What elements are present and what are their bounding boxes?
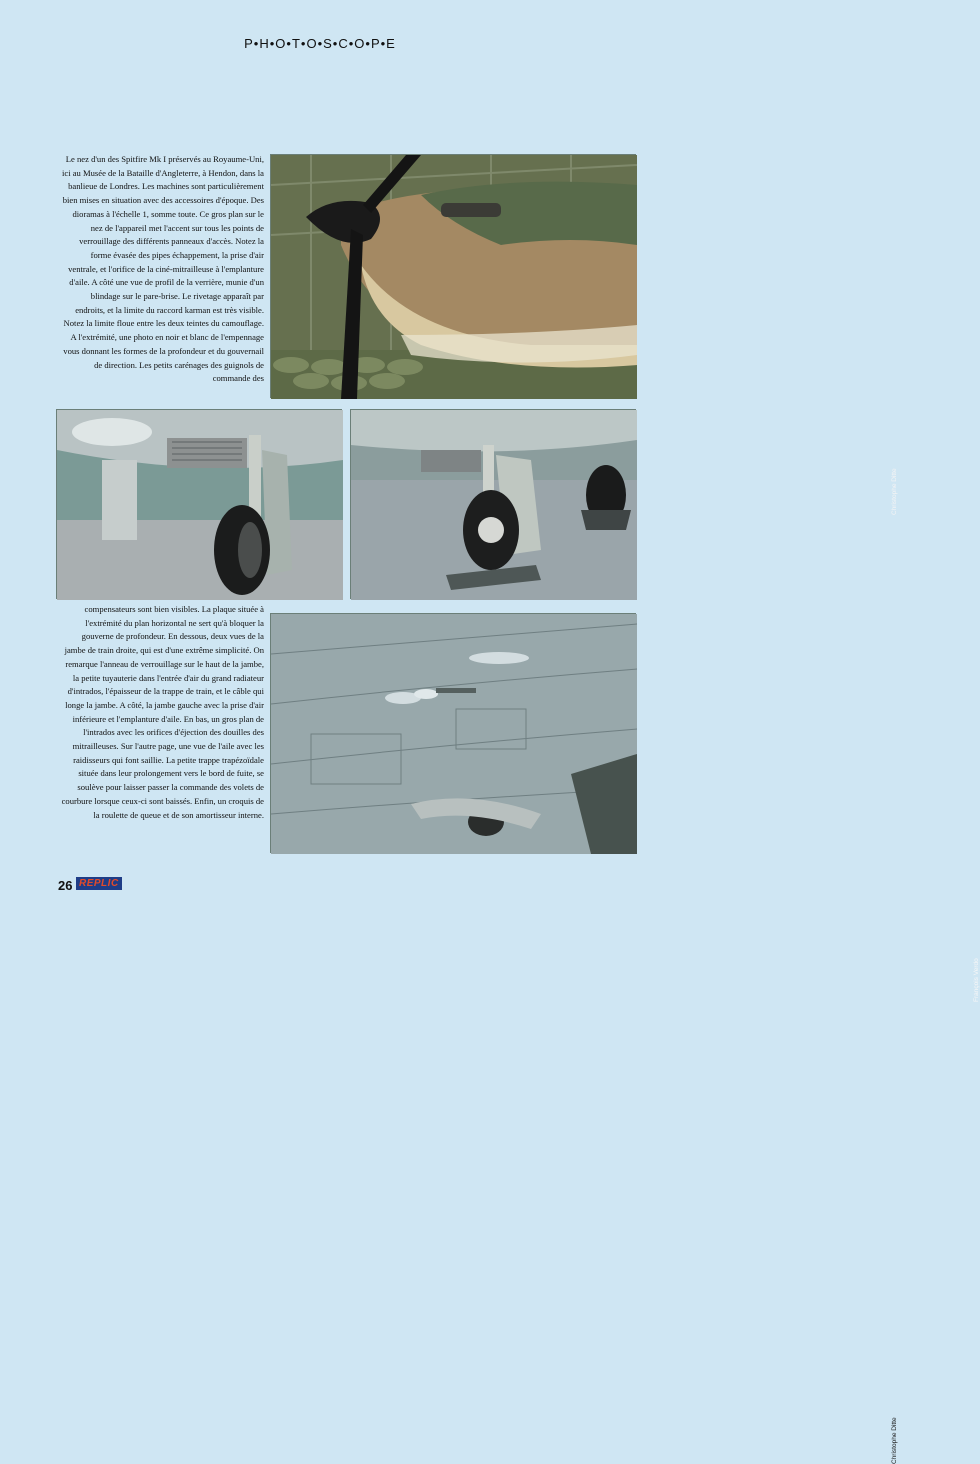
photo-spitfire-nose <box>270 154 898 515</box>
article-text-bottom: compensateurs sont bien visibles. La plaque située à l'extrémité du plan horizontal ne sert qu'à bloquer la gouverne de profondeur. En dessous, deux vues de la jambe de train droite, qui est d'une extrême simplicité. On remarque l'anneau de verrouillage sur le haut de la jambe, la petite tuyauterie dans l'entrée d'air du grand radiateur d'intrados, l'épaisseur de la trappe de train, et le câble qui longe la jambe. A côté, la jambe gauche avec la prise d'air inférieure et l'emplanture d'aile. En bas, un gros plan de l'intrados avec les orifices d'éjection des douilles des mitrailleuses. Sur l'autre page, une vue de l'aile avec les raidisseurs qui font saillie. La petite trappe trapézoïdale située dans leur prolongement vers le bord de fuite, se soulève pour laisser passer la commande des volets de courbure lorsque ceux-ci sont baissés. Enfin, un croquis de la roulette de queue et de son amortisseur interne. <box>61 604 264 820</box>
article-text-top: Le nez d'un des Spitfire Mk I préservés au Royaume-Uni, ici au Musée de la Bataille d'Angleterre, à Hendon, dans la banlieue de Londres. Les machines sont particulièrement bien mises en situation avec des accessoires d'époque. Des dioramas à l'échelle 1, somme toute. Ce gros plan sur le nez de l'appareil met l'accent sur tous les points de verrouillage des différents panneaux d'accès. Notez la forme évasée des pipes échappement, la prise d'air ventrale, et l'orifice de la ciné-mitrailleuse à l'emplanture d'aile. A côté une vue de profil de la verrière, munie d'un blindage sur le pare-brise. Le rivetage apparaît par endroits, et la limite du raccord karman est très visible. Notez la limite floue entre les deux teintes du camouflage. A l'extrémité, une photo en noir et blanc de l'empennage vous donnant les formes de la profondeur et du gouvernail de direction. Les petits carénages des guignols de commande des <box>62 154 264 384</box>
photo-credit-1: Christophe Ditte <box>891 468 898 515</box>
page-number: 26 <box>58 878 73 893</box>
right-gear-illustration <box>57 410 343 600</box>
spitfire-nose-illustration <box>271 155 637 399</box>
photo-right-landing-gear <box>56 409 342 599</box>
section-header: P•H•O•T•O•S•C•O•P•E <box>244 36 396 51</box>
wing-underside-illustration <box>271 614 637 854</box>
photo-credit-4: Christophe Ditte <box>891 1417 898 1464</box>
replic-logo: REPLIC <box>76 877 122 890</box>
left-gear-illustration <box>351 410 637 600</box>
photo-credit-3: François Verdo <box>973 958 980 1002</box>
photo-wing-underside <box>270 613 898 1464</box>
